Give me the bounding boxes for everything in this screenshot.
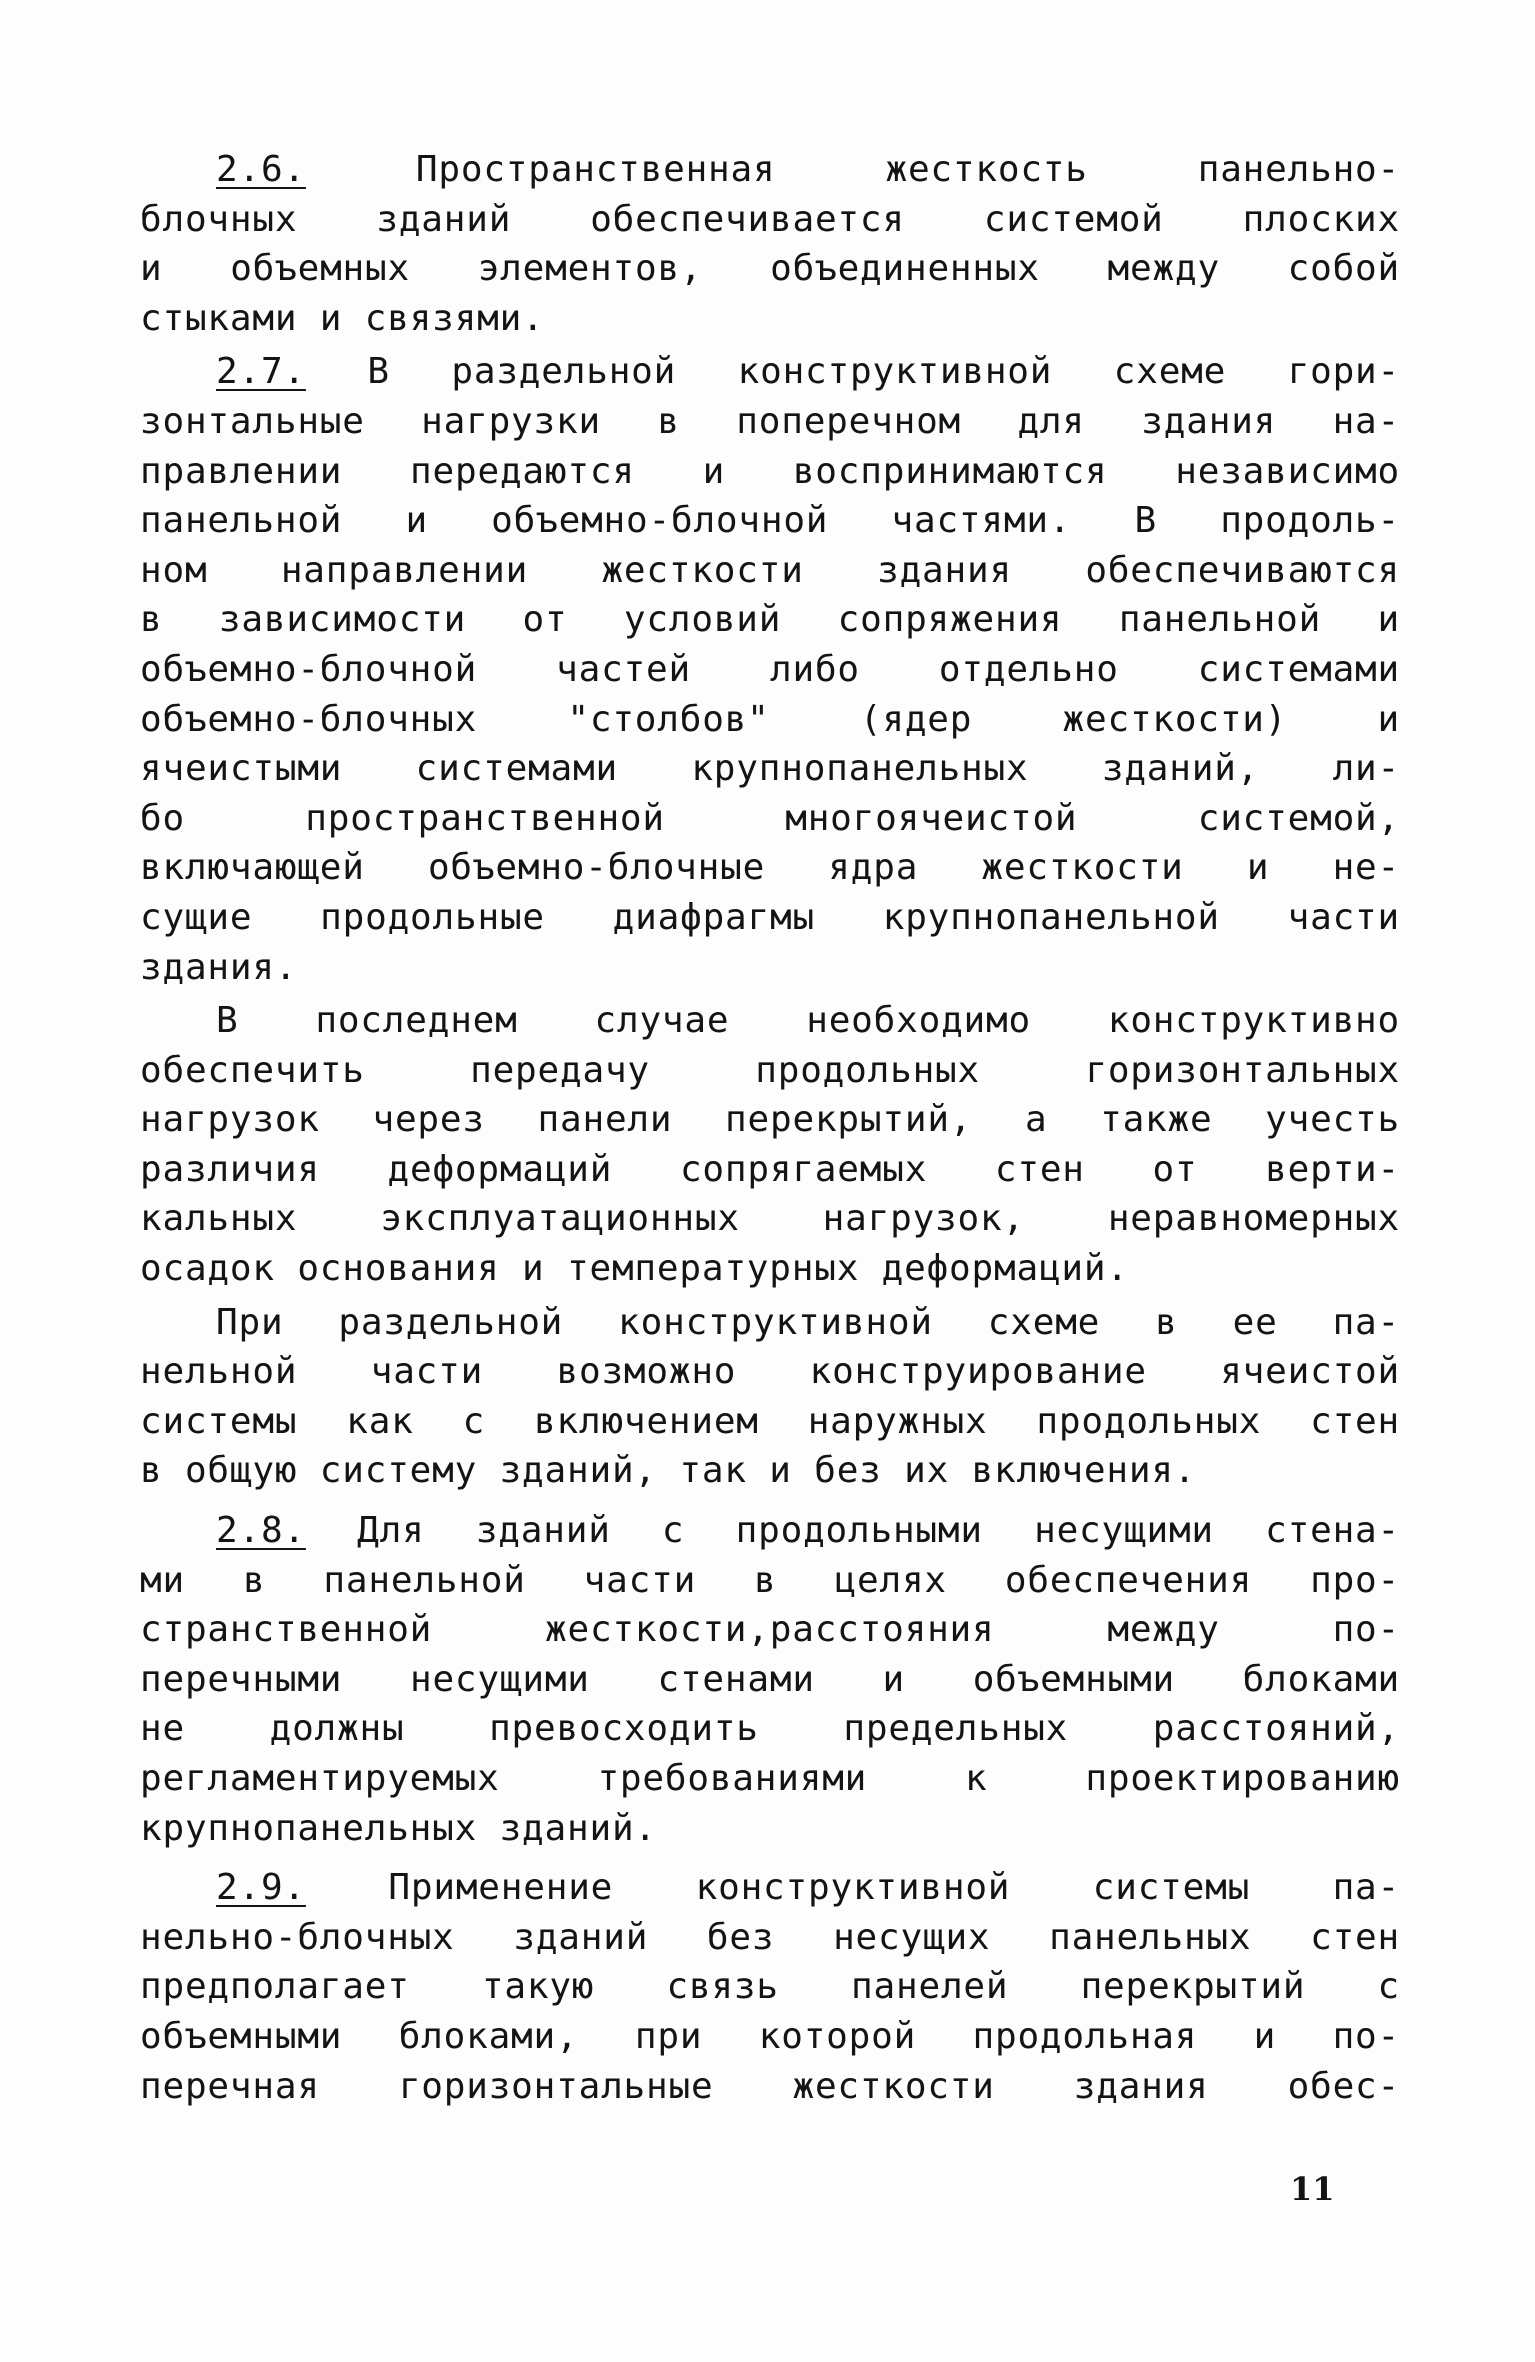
text-line: объемными блоками, при которой продольная и по-: [140, 2015, 1400, 2057]
text-line: 2.9. Применение конструктивной системы па-: [216, 1867, 1400, 1909]
text-line: включающей объемно-блочные ядра жесткости и не-: [140, 847, 1400, 889]
paragraph-continuation-2: [140, 1298, 1400, 1496]
text-line: и объемных элементов, объединенных между собой: [140, 248, 1400, 290]
section-number: 2.6.: [216, 149, 306, 190]
text-line: блочных зданий обеспечивается системой плоских: [140, 198, 1400, 240]
paragraph-2-8: [140, 1506, 1400, 1853]
section-number: 2.7.: [216, 351, 306, 393]
text-line: зонтальные нагрузки в поперечном для здания на-: [140, 400, 1400, 442]
section-number: 2.9.: [216, 1867, 306, 1909]
paragraph-2-9: [140, 1863, 1400, 2111]
text-line: объемно-блочных "столбов" (ядер жесткости) и: [140, 698, 1400, 740]
text-line: осадок основания и температурных деформаций.: [140, 1248, 1129, 1290]
text-line: нельно-блочных зданий без несущих панельных стен: [140, 1916, 1400, 1958]
text-line: нельной части возможно конструирование ячеистой: [140, 1351, 1400, 1393]
text-line: перечными несущими стенами и объемными блоками: [140, 1658, 1400, 1700]
text-line: ми в панельной части в целях обеспечения про-: [140, 1559, 1400, 1601]
text-line: предполагает такую связь панелей перекрытий с: [140, 1966, 1400, 2008]
text-line: кальных эксплуатационных нагрузок, неравномерных: [140, 1198, 1400, 1240]
text-line: странственной жесткости,расстояния между по-: [140, 1609, 1400, 1651]
text-line: В последнем случае необходимо конструктивно: [216, 1000, 1400, 1042]
paragraph-2-6: [140, 145, 1400, 343]
paragraph-continuation-1: [140, 996, 1400, 1294]
text-line: объемно-блочной частей либо отдельно системами: [140, 648, 1400, 690]
text-line: сущие продольные диафрагмы крупнопанельной части: [140, 896, 1400, 938]
text-line: не должны превосходить предельных расстояний,: [140, 1708, 1400, 1750]
text-line: в зависимости от условий сопряжения панельной и: [140, 599, 1400, 641]
text-line: правлении передаются и воспринимаются независимо: [140, 450, 1400, 492]
text-line: обеспечить передачу продольных горизонтальных: [140, 1049, 1400, 1091]
text-line: перечная горизонтальные жесткости здания обес-: [140, 2065, 1400, 2107]
text-line: панельной и объемно-блочной частями. В продоль-: [140, 500, 1400, 542]
text-line: 2.7. В раздельной конструктивной схеме гори-: [216, 351, 1400, 393]
text-line: ном направлении жесткости здания обеспечиваются: [140, 549, 1400, 591]
section-number: 2.8.: [216, 1510, 306, 1552]
text-line: стыками и связями.: [140, 297, 545, 339]
text-line: регламентируемых требованиями к проектированию: [140, 1758, 1400, 1799]
text-line: в общую систему зданий, так и без их включения.: [140, 1450, 1197, 1492]
body-text: [140, 145, 1400, 2111]
text-line: здания.: [140, 946, 298, 988]
text-line: различия деформаций сопрягаемых стен от верти-: [140, 1148, 1400, 1190]
paragraph-2-7: [140, 347, 1400, 992]
text-line: ячеистыми системами крупнопанельных зданий, ли-: [140, 748, 1400, 790]
text-line: 2.6. Пространственная жесткость панельно-: [216, 149, 1400, 190]
text-line: крупнопанельных зданий.: [140, 1807, 657, 1849]
text-line: нагрузок через панели перекрытий, а также учесть: [140, 1099, 1400, 1141]
text-line: системы как с включением наружных продольных стен: [140, 1400, 1400, 1442]
text-line: бо пространственной многоячеистой системой,: [140, 797, 1400, 839]
text-line: При раздельной конструктивной схеме в ее па-: [216, 1301, 1400, 1343]
text-line: 2.8. Для зданий с продольными несущими стена-: [216, 1510, 1400, 1552]
page-number: 11: [1290, 2170, 1335, 2208]
